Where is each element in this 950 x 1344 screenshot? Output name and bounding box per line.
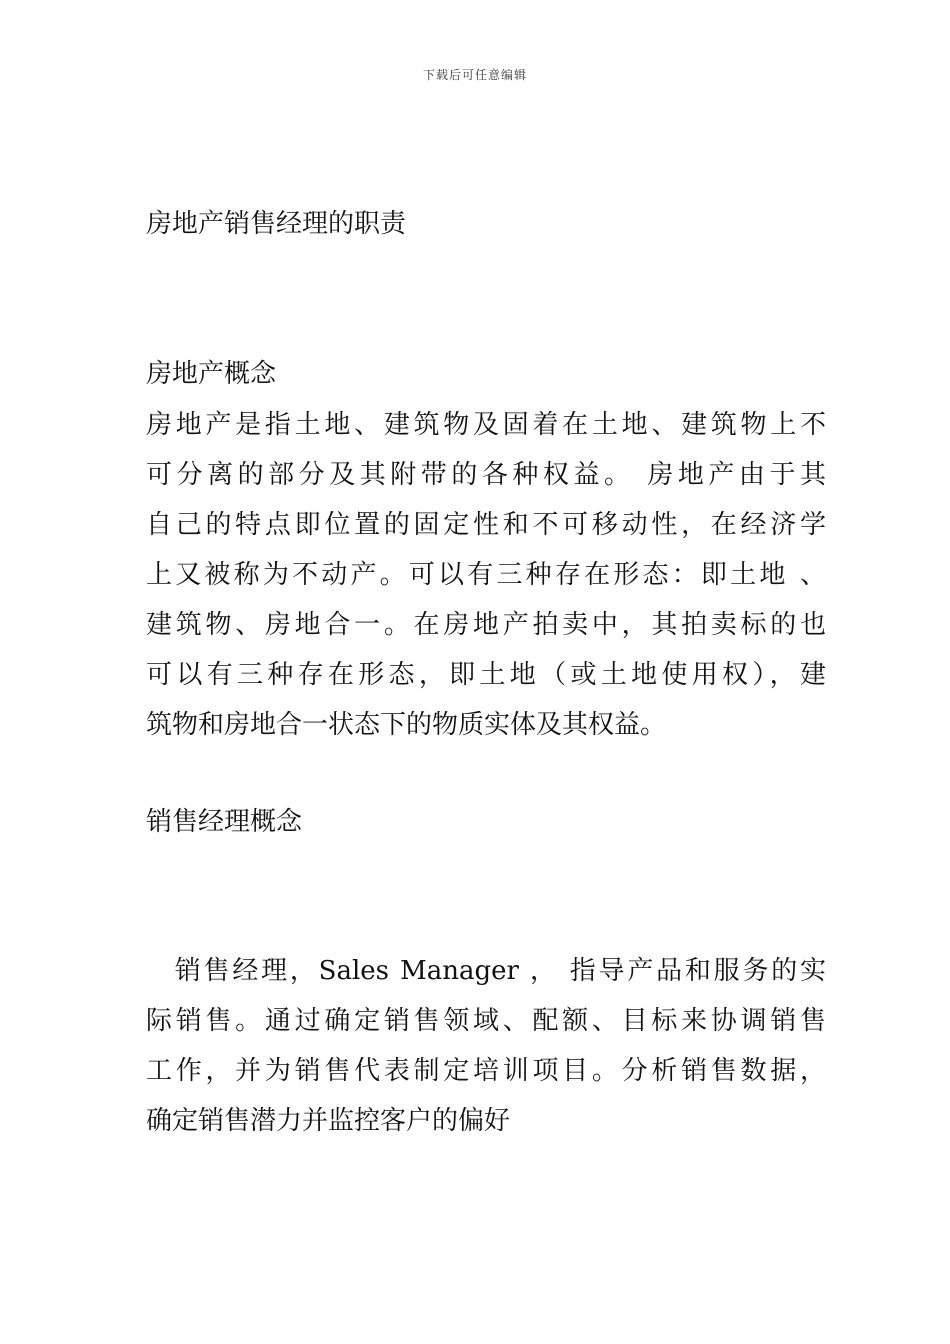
paragraph-line: 工作，并为销售代表制定培训项目。分析销售数据， bbox=[146, 1056, 826, 1086]
paragraph-line: 确定销售潜力并监控客户的偏好 bbox=[146, 1106, 511, 1136]
paragraph-line: 际销售。通过确定销售领域、配额、目标来协调销售 bbox=[146, 1006, 826, 1036]
paragraph-line: 可以有三种存在形态，即土地（或土地使用权），建 bbox=[146, 660, 826, 690]
paragraph-line: 筑物和房地合一状态下的物质实体及其权益。 bbox=[146, 710, 667, 740]
paragraph-line: 上又被称为不动产。可以有三种存在形态：即土地 、 bbox=[146, 560, 826, 590]
paragraph-line: 建筑物、房地合一。在房地产拍卖中，其拍卖标的也 bbox=[146, 610, 826, 640]
paragraph-line: 自己的特点即位置的固定性和不可移动性，在经济学 bbox=[146, 510, 826, 540]
section-heading-real-estate: 房地产概念 bbox=[146, 359, 277, 389]
paragraph-line: 可分离的部分及其附带的各种权益。 房地产由于其 bbox=[146, 460, 826, 490]
page-header-note: 下载后可任意编辑 bbox=[422, 68, 527, 82]
paragraph-line: 房地产是指土地、建筑物及固着在土地、建筑物上不 bbox=[146, 410, 826, 440]
section-heading-sales-manager: 销售经理概念 bbox=[146, 807, 303, 837]
paragraph-line: 销售经理，Sales Manager ， 指导产品和服务的实 bbox=[146, 956, 826, 986]
document-title: 房地产销售经理的职责 bbox=[146, 209, 407, 239]
paragraph-real-estate bbox=[146, 400, 826, 750]
paragraph-sales-manager bbox=[146, 946, 826, 1146]
